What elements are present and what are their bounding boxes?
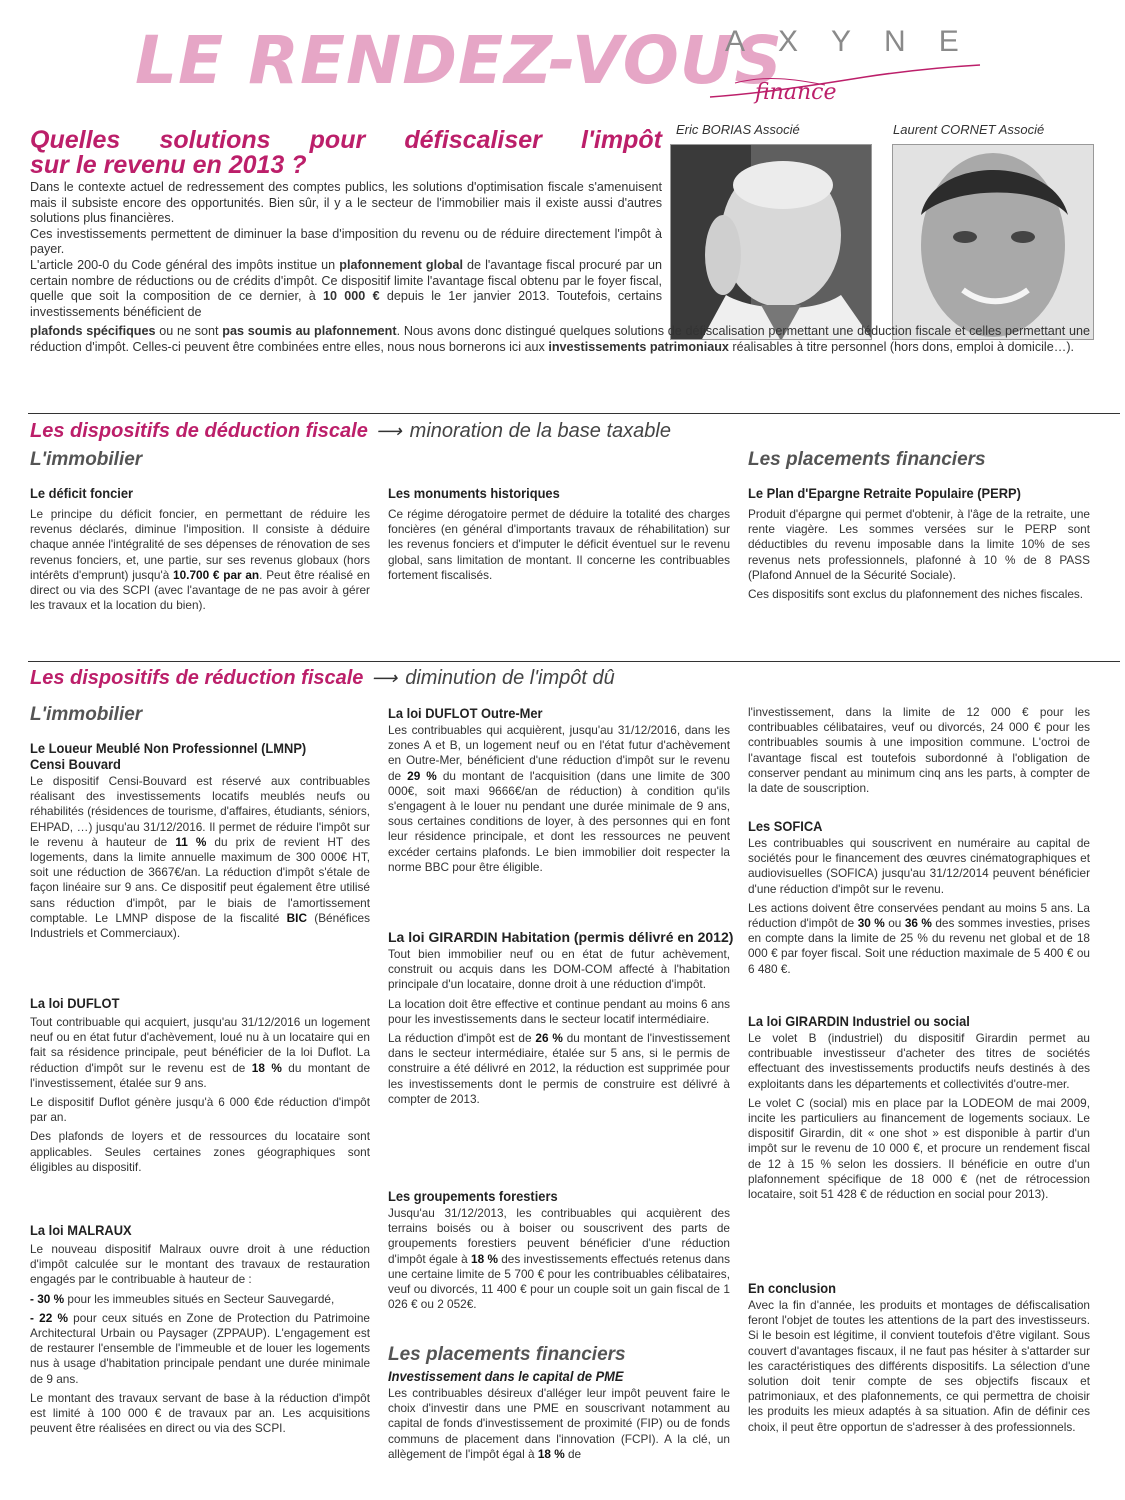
- block-girardin-habitation: [388, 929, 734, 1111]
- section-reduction-heading: Les dispositifs de réduction fiscale ⟶ diminution de l'impôt dû: [30, 667, 615, 689]
- intro-paragraph-1: Dans le contexte actuel de redressement des comptes publics, les solutions d'optimisation fiscale s'amenuisent mais il subsiste encore des opportunités. Bien sûr, il y a le secteur de l'immobilier mais il existe aussi d'autres solutions plus financières.: [30, 180, 662, 226]
- block-pme: [388, 1368, 730, 1462]
- malraux-text: Le nouveau dispositif Malraux ouvre droit à une réduction d'impôt calculée sur le montant des travaux de restauration engagés par le contribuable à hauteur de : - 30 % pour les immeubles situés en Secteur Sauvegardé, - 22 % pour ceux situés en Zone de Protection du Patrimoine Architectural Urbain ou Paysager (ZPPAUP). L'engagement est de restaurer l'ensemble de l'immeuble et de louer les logements nus à usage d'habitation principale pendant une durée minimale de 9 ans. Le montant des travaux servant de base à la réduction d'impôt est limité à 100 000 € de travaux par an. Les acquisitions peuvent être réalisées en direct ou via des SCPI.: [30, 1242, 370, 1436]
- logo-swash-icon: [705, 55, 985, 115]
- block-sofica: [748, 818, 1090, 981]
- sofica-text: Les contribuables qui souscrivent en numéraire au capital de sociétés pour le financement des œuvres cinématographiques et audiovisuelles (SOFICA) jusqu'au 31/12/2014 peuvent bénéficier d'une réduction d'impôt sur le revenu. Les actions doivent être conservées pendant au moins 5 ans. La réduction d'impôt de 30 % ou 36 % des sommes investies, prises en compte dans la limite de 25 % du revenu net global et de 18 000 € par foyer fiscal. Soit une réduction maximale de 5 400 € ou 6 480 €.: [748, 836, 1090, 976]
- duflot-om-text: Les contribuables qui acquièrent, jusqu'au 31/12/2016, dans les zones A et B, un logement neuf ou en l'état futur d'achèvement en Outre-Mer, bénéficient d'une réduction d'impôt sur le revenu de 29 % du montant de l'acquisition (dans une limite de 300 000€, soit maxi 9666€/an de réduction) à condition qu'ils s'engagent à le louer nu pendant une durée minimale de 9 ans, sous certaines conditions de loyer, à des personnes qui en font leur résidence principale, et dont les ressources ne peuvent excéder certains plafonds. Le bien immobilier doit respecter la norme BBC pour être éligible.: [388, 723, 731, 874]
- block-girardin-industriel: [748, 1013, 1090, 1206]
- block-duflot-outre-mer: [388, 705, 730, 875]
- category-immobilier-2: L'immobilier: [30, 704, 143, 725]
- arrow-right-icon: ⟶: [371, 668, 398, 688]
- monuments-text: Ce régime dérogatoire permet de déduire la totalité des charges foncières (en général d'importants travaux de réhabilitation) sur les revenus fonciers et d'imputer le déficit éventuel sur le revenu global, sans limitation de montant. Il concerne les contribuables fortement fiscalisés.: [388, 507, 730, 582]
- duflot-title: La loi DUFLOT: [30, 995, 120, 1011]
- conclusion-title: En conclusion: [748, 1280, 837, 1296]
- duflot-text: Tout contribuable qui acquiert, jusqu'au 31/12/2016 un logement neuf ou en état futur d'achèvement, loué nu à un locataire qui en fait sa résidence principale, peut bénéficier de la loi Duflot. La réduction d'impôt sur le revenu est de 18 % du montant de l'investissement, étalée sur 9 ans. Le dispositif Duflot génère jusqu'à 6 000 €de réduction d'impôt par an. Des plafonds de loyers et de ressources du locataire sont applicables. Seules certaines zones géographiques sont éligibles au dispositif.: [30, 1015, 371, 1174]
- deficit-title: Le déficit foncier: [30, 485, 134, 501]
- sofica-title: Les SOFICA: [748, 818, 823, 834]
- block-malraux: [30, 1222, 370, 1440]
- girardin-ind-title: La loi GIRARDIN Industriel ou social: [748, 1013, 970, 1029]
- block-groupements-forestiers: [388, 1188, 730, 1312]
- pme-title: Investissement dans le capital de PME: [388, 1368, 624, 1384]
- logo-sub: finance: [755, 80, 837, 105]
- title-line-2: sur le revenu en 2013 ?: [30, 151, 307, 179]
- divider-reduction: [28, 661, 1120, 662]
- girardin-ind-text: Le volet B (industriel) du dispositif Girardin permet au contribuable investisseur d'acheter des titres de sociétés effectuant des investissements productifs neufs destinés à des exploitants dans les départements et collectivités d'outre-mer. Le volet C (social) mis en place par la LODEOM de mai 2009, incite les particuliers au financement de logements sociaux. Le dispositif Girardin, dit « one shot » est disponible à partir d'un impôt sur le revenu de 10 000 €, et procure un rendement fiscal de 12 à 15 % selon les dossiers. Il bénéficie en outre d'un plafonnement spécifique de 18 000 € (net de rétrocession locataire, soit 51 428 € de réduction en social pour 2013).: [748, 1031, 1090, 1202]
- girardin-hab-title: La loi GIRARDIN Habitation (permis délivré en 2012): [388, 929, 734, 945]
- intro-paragraph-4: plafonds spécifiques ou ne sont pas soumis au plafonnement. Nous avons donc distingué quelques solutions de défiscalisation permettant une déduction fiscale et celles permettant une réduction d'impôt. Celles-ci peuvent être combinées entre elles, nous nous bornerons ici aux investissements patrimoniaux réalisables à titre personnel (hors dons, emploi à domicile…).: [30, 324, 1091, 354]
- lmnp-title: Le Loueur Meublé Non Professionnel (LMNP): [30, 740, 307, 756]
- article-title: [30, 128, 662, 178]
- title-line-1: Quelles solutions pour défiscaliser l'impôt: [30, 126, 662, 154]
- duflot-om-title: La loi DUFLOT Outre-Mer: [388, 705, 543, 721]
- monuments-title: Les monuments historiques: [388, 485, 560, 501]
- pme-text-continued: l'investissement, dans la limite de 12 000 € pour les contribuables célibataires, veuf ou divorcés, 24 000 € pour les contribuables soumis à une imposition commune. L'octroi de l'avantage fiscal est toutefois subordonné à l'obligation de conserver pendant au minimum cinq ans les parts, à compter de la date de souscription.: [748, 705, 1090, 796]
- category-placements-2: Les placements financiers: [388, 1344, 626, 1365]
- perp-text: Produit d'épargne qui permet d'obtenir, à l'âge de la retraite, une rente viagère. Les sommes versées sur le PERP sont déductibles du revenu imposable dans la limite 10% de ses revenus nets professionnels, plafonné à 10 % de 8 PASS (Plafond Annuel de la Sécurité Sociale). Ces dispositifs sont exclus du plafonnement des niches fiscales.: [748, 507, 1090, 602]
- deficit-text: Le principe du déficit foncier, en permettant de réduire les revenus déclarés, diminue l'imposition. Il consiste à déduire chaque année l'intégralité de ses dépenses de rénovation de ses revenus fonciers, et, une partie, sur ses revenus globaux (hors intérêts d'emprunt) jusqu'à 10.700 € par an. Peut être réalisé en direct ou via des SCPI (avec l'avantage de ne pas avoir à gérer les travaux et la location du bien).: [30, 507, 370, 613]
- category-immobilier: L'immobilier: [30, 449, 143, 470]
- conclusion-text: Avec la fin d'année, les produits et montages de défiscalisation feront l'objet de toutes les attentions de la part des investisseurs. Si le besoin est légitime, il convient toutefois d'être vigilant. Sous couvert d'avantages fiscaux, il ne faut pas hésiter à s'attarder sur les caractéristiques des différents dispositifs. La sélection d'une solution doit tenir compte de ses objectifs fiscaux et patrimoniaux, et des plafonnements, ce qui permettra de choisir les produits les mieux adaptés à sa situation. Afin de définir ces choix, il peut être opportun de s'adresser à des professionnels.: [748, 1298, 1090, 1434]
- intro-paragraph-2: Ces investissements permettent de diminuer la base d'imposition du revenu ou de réduire directement l'impôt à payer.: [30, 226, 662, 257]
- divider-deduction: [28, 413, 1120, 414]
- block-monuments: [388, 485, 730, 583]
- section-deduction-heading: Les dispositifs de déduction fiscale ⟶ minoration de la base taxable: [30, 420, 671, 442]
- block-conclusion: [748, 1280, 1090, 1435]
- lmnp-text: Le dispositif Censi-Bouvard est réservé aux contribuables réalisant des investissements locatifs meublés neufs ou réhabilités (résidences de tourisme, d'affaires, étudiants, séniors, EHPAD, …) jusqu'au 31/12/2016. Il permet de réduire l'impôt sur le revenu à hauteur de 11 % du prix de revient HT des logements, dans la limite annuelle maximum de 300 000€ HT, soit une réduction de 3667€/an. La réduction d'impôt s'étale de façon linéaire sur 9 ans. Ce dispositif peut également être utilisé sans réduction d'impôt, par le biais de l'amortissement comptable. Le LMNP dispose de la fiscalité BIC (Bénéfices Industriels et Commerciaux).: [30, 774, 370, 941]
- intro-paragraph-3: L'article 200-0 du Code général des impôts institue un plafonnement global de l'avantage fiscal procuré par un certain nombre de réductions ou de crédits d'impôt. Ce dispositif limite l'avantage fiscal obtenu par le foyer fiscal, quelle que soit la composition de ce dernier, à 10 000 € depuis le 1er janvier 2013. Toutefois, certains investissements bénéficient de: [30, 257, 663, 319]
- caption-eric-borias: Eric BORIAS Associé: [676, 122, 800, 137]
- malraux-title: La loi MALRAUX: [30, 1222, 132, 1238]
- masthead-title: LE RENDEZ-VOUS: [135, 22, 783, 99]
- article-intro: [30, 180, 1118, 356]
- perp-title: Le Plan d'Epargne Retraite Populaire (PERP): [748, 485, 1021, 501]
- forest-text: Jusqu'au 31/12/2013, les contribuables qui acquièrent des terrains boisés ou à boiser ou souscrivent des parts de groupements forestiers peuvent bénéficier d'une réduction d'impôt égale à 18 % des investissements effectués retenus dans une certaine limite de 5 700 € pour les contribuables célibataires, veuf ou divorcés, 11 400 € pour un couple soit un gain fiscal de 1 026 € ou 2 052€.: [388, 1206, 731, 1312]
- arrow-right-icon: ⟶: [375, 421, 402, 441]
- pme-text: Les contribuables désireux d'alléger leur impôt peuvent faire le choix d'investir dans une PME en souscrivant notamment au capital de fonds d'investissement de proximité (FIP) ou de fonds communs de placement dans l'innovation (FCPI). A la clé, un allègement de l'impôt égal à 18 % de: [388, 1386, 730, 1461]
- logo-word: AXYNE: [725, 25, 992, 58]
- forest-title: Les groupements forestiers: [388, 1188, 558, 1204]
- block-deficit-foncier: [30, 485, 370, 613]
- block-perp: [748, 485, 1090, 606]
- caption-laurent-cornet: Laurent CORNET Associé: [893, 122, 1045, 137]
- category-placements: Les placements financiers: [748, 449, 986, 470]
- block-duflot: [30, 995, 370, 1179]
- girardin-hab-text: Tout bien immobilier neuf ou en état de futur achèvement, construit ou acquis dans les DOM-COM affecté à l'habitation principale d'un locataire, donne droit à une réduction d'impôt. La location doit être effective et continue pendant au moins 6 ans pour les investissements dans le secteur locatif intermédiaire. La réduction d'impôt est de 26 % du montant de l'investissement dans le secteur intermédiaire, étalée sur 5 ans, si le permis de construire a été délivré en 2012, la réduction est supprimée pour les investissements dont le permis de construire est délivré à compter de 2013.: [388, 947, 731, 1106]
- lmnp-subtitle: Censi Bouvard: [30, 756, 121, 772]
- block-lmnp: [30, 740, 370, 941]
- block-pme-continued: [748, 705, 1090, 796]
- axyne-finance-logo: [705, 25, 992, 115]
